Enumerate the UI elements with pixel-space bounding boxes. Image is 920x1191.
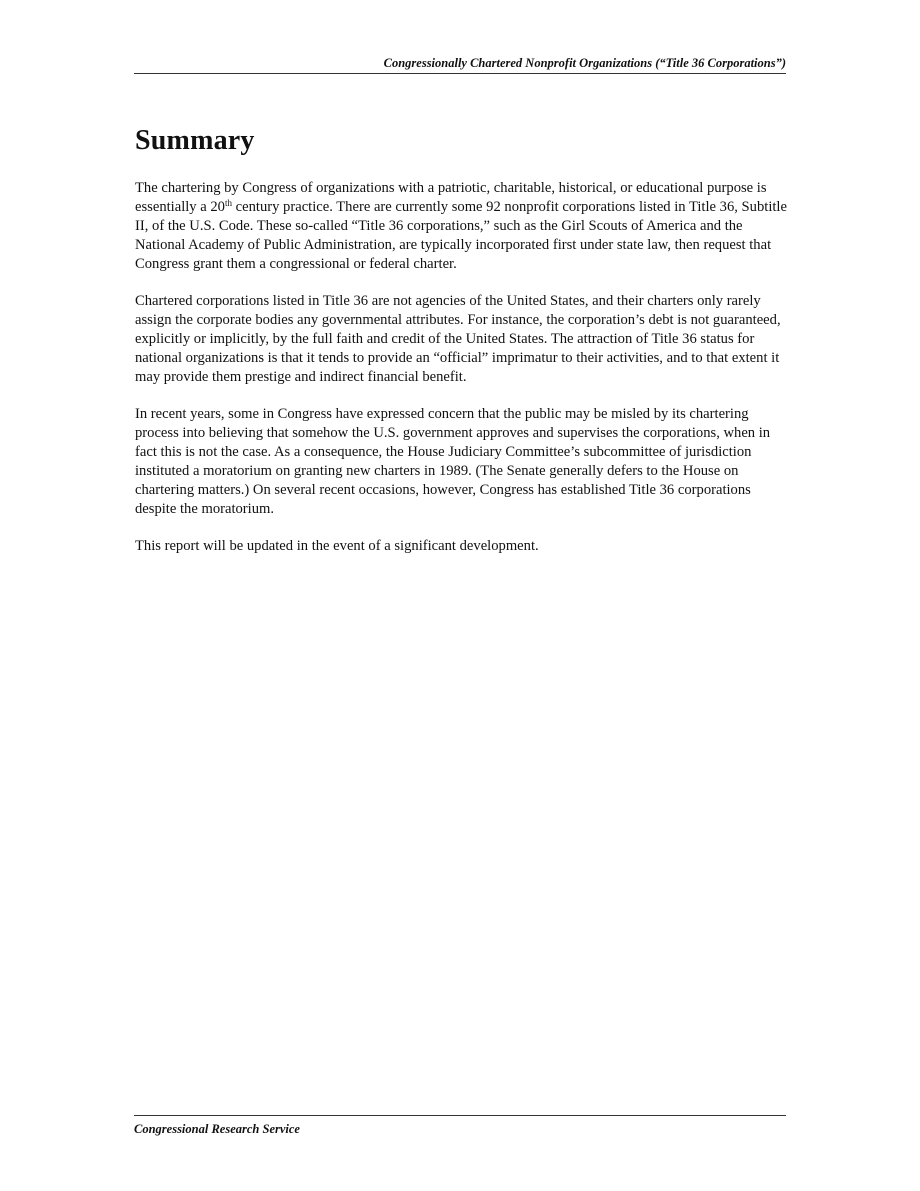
summary-paragraph-2: Chartered corporations listed in Title 36 are not agencies of the United States, and their charters only rarely assign the corporate bodies any governmental attributes. For instance, the corporation’s debt is not guaranteed, explicitly or implicitly, by the full faith and credit of the United States. The attraction of Title 36 status for national organizations is that it tends to provide an “official” imprimatur to their activities, and to that extent it may provide them prestige and indirect financial benefit. [135, 293, 781, 385]
summary-paragraph-1 [135, 179, 787, 274]
summary-section [135, 124, 787, 574]
ordinal-suffix: th [224, 198, 232, 208]
running-header: Congressionally Chartered Nonprofit Organizations (“Title 36 Corporations”) [134, 55, 786, 74]
summary-paragraph-3: In recent years, some in Congress have expressed concern that the public may be misled by its chartering process into believing that somehow the U.S. government approves and supervises the corporations, when in fact this is not the case. As a consequence, the House Judiciary Committee’s subcommittee of jurisdiction instituted a moratorium on granting new charters in 1989. (The Senate generally defers to the House on chartering matters.) On several recent occasions, however, Congress has established Title 36 corporations despite the moratorium. [135, 406, 771, 517]
paragraph-1-text-start: The chartering by Congress of organizations with a patriotic, charitable, historical, or educational purpose is essentially a 20 [135, 180, 767, 215]
paragraph-1-text-end: century practice. There are currently some 92 nonprofit corporations listed in Title 36, Subtitle II, of the U.S. Code. These so-called “Title 36 corporations,” such as the Girl Scouts of America and the National Academy of Public Administration, are typically incorporated first under state law, then request that Congress grant them a congressional or federal charter. [135, 199, 787, 272]
running-footer: Congressional Research Service [134, 1115, 786, 1137]
summary-paragraph-4: This report will be updated in the event of a significant development. [135, 538, 539, 554]
page-title: Summary [135, 125, 255, 156]
